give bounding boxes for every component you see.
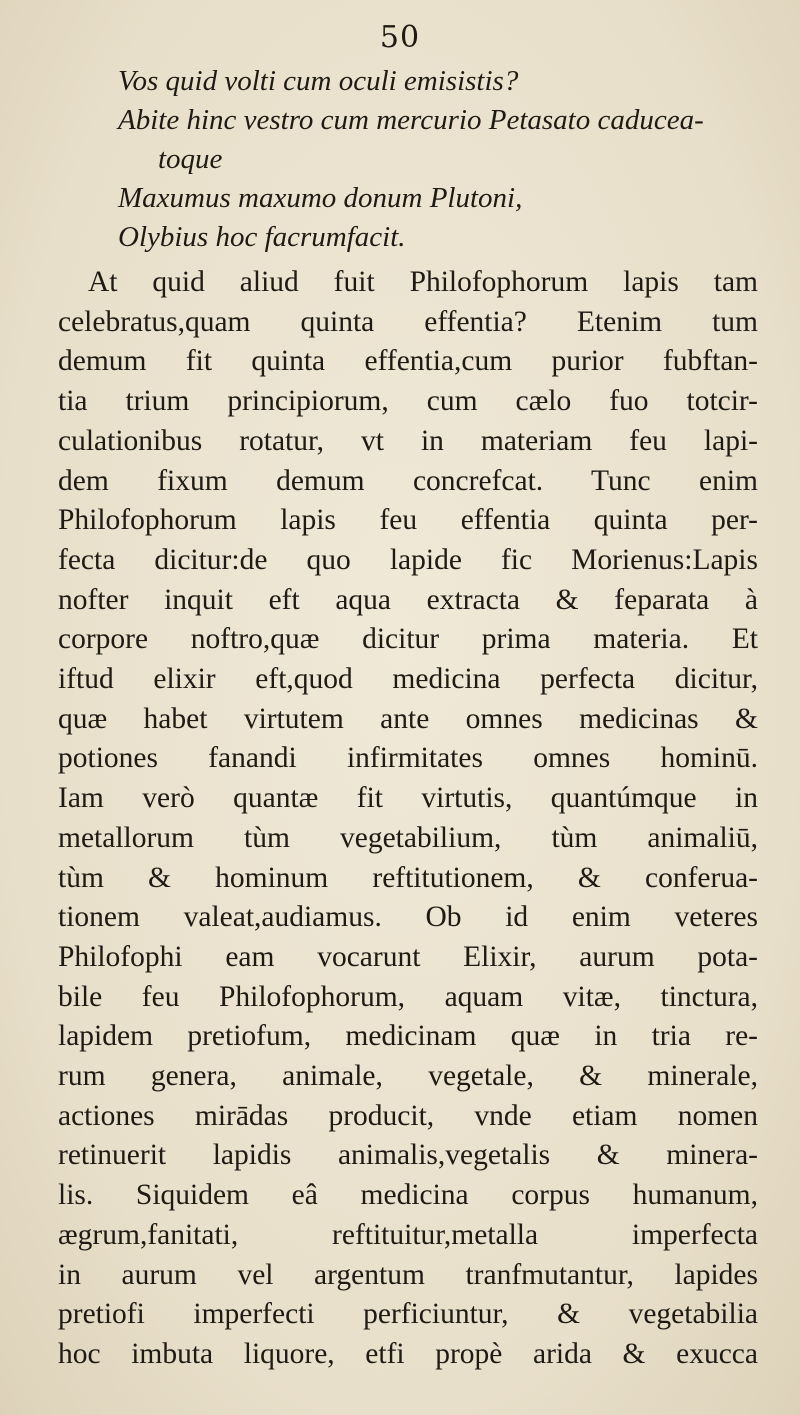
page-number: 50	[379, 20, 421, 55]
verse-line: Vos quid volti cum oculi emisistis?	[118, 65, 519, 97]
prose-line: nofter inquit eft aqua extracta & feparata à	[58, 583, 758, 616]
prose-line: tia trium principiorum, cum cælo fuo totcir-	[58, 385, 758, 418]
prose-line: bile feu Philofophorum, aquam vitæ, tinctura,	[58, 980, 758, 1013]
prose-line: pretiofi imperfecti perficiuntur, & vegetabilia	[58, 1298, 758, 1331]
prose-line: in aurum vel argentum tranfmutantur, lapides	[58, 1258, 758, 1291]
prose-line: iftud elixir eft,quod medicina perfecta dicitur,	[58, 663, 758, 696]
prose-line: tùm & hominum reftitutionem, & conferua-	[58, 861, 758, 894]
prose-line: retinuerit lapidis animalis,vegetalis & minera-	[58, 1139, 758, 1172]
verse-line: toque	[158, 143, 223, 175]
prose-line: potiones fanandi infirmitates omnes hominū.	[58, 742, 758, 775]
prose-block	[58, 263, 758, 1375]
prose-line: culationibus rotatur, vt in materiam feu lapi-	[58, 424, 758, 457]
prose-line: tionem valeat,audiamus. Ob id enim veteres	[58, 901, 758, 934]
prose-line: actiones mirādas producit, vnde etiam nomen	[58, 1099, 758, 1132]
verse-line: Olybius hoc facrumfacit.	[118, 221, 406, 253]
verse-block	[118, 62, 758, 257]
prose-line: fecta dicitur:de quo lapide fic Morienus:Lapis	[58, 543, 758, 576]
prose-line: Philofophorum lapis feu effentia quinta per-	[58, 504, 758, 537]
prose-line: celebratus,quam quinta effentia? Etenim tum	[58, 305, 758, 338]
prose-line: metallorum tùm vegetabilium, tùm animaliū,	[58, 821, 758, 854]
prose-line: hoc imbuta liquore, etfi propè arida & exucca	[58, 1337, 758, 1370]
prose-line: Philofophi eam vocarunt Elixir, aurum pota-	[58, 940, 758, 973]
prose-line: lis. Siquidem eâ medicina corpus humanum,	[58, 1179, 758, 1212]
prose-line: At quid aliud fuit Philofophorum lapis tam	[88, 266, 758, 298]
prose-line: demum fit quinta effentia,cum purior fubftan-	[58, 345, 758, 378]
verse-line: Abite hinc vestro cum mercurio Petasato caducea-	[118, 104, 704, 136]
prose-line: lapidem pretiofum, medicinam quæ in tria re-	[58, 1020, 758, 1053]
prose-line: rum genera, animale, vegetale, & minerale,	[58, 1060, 758, 1093]
prose-line: quæ habet virtutem ante omnes medicinas &	[58, 702, 758, 735]
prose-line: dem fixum demum concrefcat. Tunc enim	[58, 464, 758, 497]
prose-line: Iam verò quantæ fit virtutis, quantúmque in	[58, 782, 758, 815]
prose-line: ægrum,fanitati, reftituitur,metalla imperfecta	[58, 1218, 758, 1251]
verse-line: Maxumus maxumo donum Plutoni,	[118, 182, 523, 214]
prose-line: corpore noftro,quæ dicitur prima materia. Et	[58, 623, 758, 656]
